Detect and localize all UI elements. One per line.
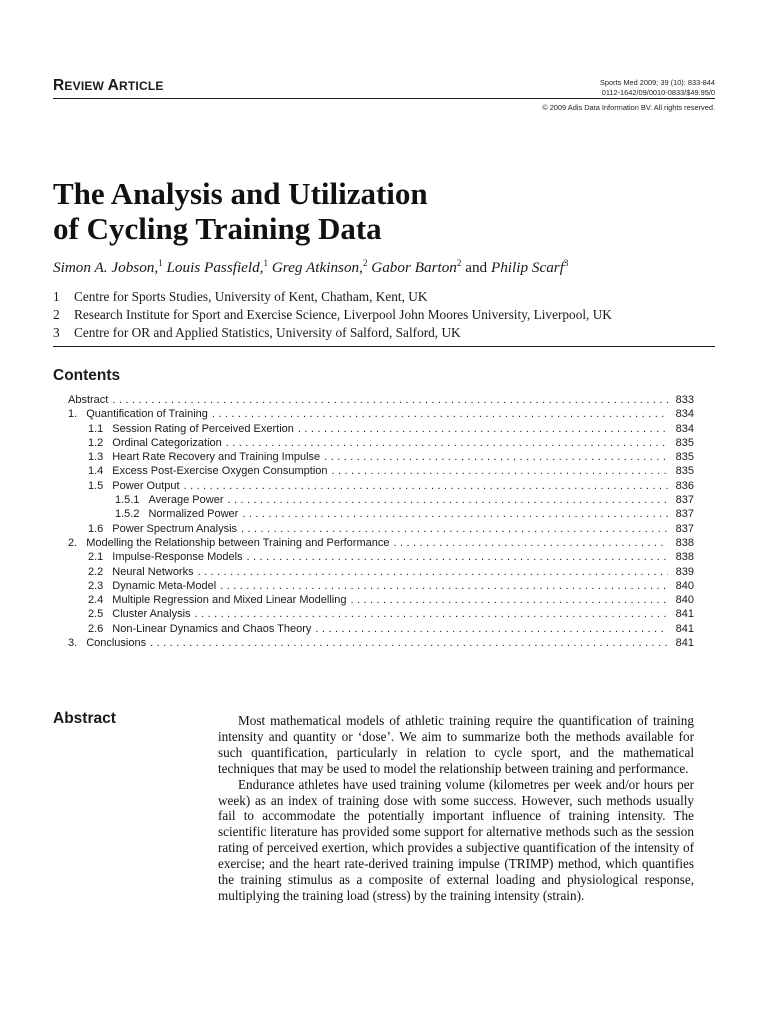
toc-entry-number: 1.4 <box>88 465 104 478</box>
toc-page-number: 838 <box>675 536 694 549</box>
toc-page-number: 837 <box>675 494 694 507</box>
toc-entry-label: Quantification of Training <box>86 408 208 421</box>
affiliation-number: 2 <box>53 307 60 322</box>
toc-entry[interactable] <box>68 436 694 450</box>
toc-entry-title <box>68 393 108 407</box>
toc-entry[interactable] <box>68 407 694 421</box>
toc-entry-label: Heart Rate Recovery and Training Impulse <box>112 451 321 464</box>
toc-leader-dots <box>195 607 668 621</box>
toc-page-number: 837 <box>675 522 694 535</box>
toc-entry-number: 1.5.2 <box>115 508 140 521</box>
toc-entry-number: 1.6 <box>88 522 104 535</box>
author-name: Gabor Barton <box>371 259 457 276</box>
toc-leader-dots <box>112 393 668 407</box>
toc-page-number: 841 <box>675 622 694 635</box>
toc-entry-label: Ordinal Categorization <box>112 436 222 449</box>
toc-entry[interactable] <box>68 593 694 607</box>
toc-page-number: 835 <box>675 436 694 449</box>
contents-heading: Contents <box>53 367 121 384</box>
toc-entry-label: Non-Linear Dynamics and Chaos Theory <box>112 622 312 635</box>
toc-entry[interactable] <box>68 579 694 593</box>
toc-entry-title <box>88 607 191 621</box>
toc-entry[interactable] <box>68 607 694 621</box>
toc-entry-number: 2.2 <box>88 565 104 578</box>
toc-entry-title <box>88 593 346 607</box>
toc-page-number: 837 <box>675 508 694 521</box>
journal-line: Sports Med 2009; 39 (10): 833-844 <box>599 78 715 87</box>
toc-entry-title <box>88 550 243 564</box>
toc-entry-title <box>115 493 223 507</box>
abstract-paragraph: Endurance athletes have used training volume (kilometres per week and/or hours per week) as an index of training dose with some success. However, such methods usually fail to accommodate the potentially important influence of training intensity. The scientific literature has provided some support for alternative methods such as the session rating of perceived exertion, which provides a subjective quantification of the intensity of exercise; and the heart rate-derived training impulse (TRIMP) method, which quantifies the training stimulus as a composite of external loading and physiological response, multiplying the training load (stress) by the training intensity (strain). <box>218 776 694 903</box>
issn-line: 0112-1642/09/0010-0833/$49.95/0 <box>601 87 715 97</box>
toc-entry-title <box>88 436 222 450</box>
toc-entry-number: 2.1 <box>88 551 104 564</box>
abstract-body <box>218 713 694 904</box>
toc-page-number: 840 <box>675 594 694 607</box>
toc-leader-dots <box>393 536 668 550</box>
affiliation-text: Centre for Sports Studies, University of Kent, Chatham, Kent, UK <box>74 289 428 304</box>
toc-page-number: 836 <box>675 479 694 492</box>
toc-entry-label: Conclusions <box>86 637 147 650</box>
toc-entry-label: Cluster Analysis <box>112 608 191 621</box>
toc-entry-label: Modelling the Relationship between Training and Performance <box>86 536 390 549</box>
toc-entry-label: Excess Post-Exercise Oxygen Consumption <box>112 465 328 478</box>
toc-leader-dots <box>242 507 668 521</box>
toc-entry-label: Normalized Power <box>148 508 239 521</box>
toc-entry[interactable] <box>68 522 694 536</box>
toc-leader-dots <box>212 407 668 421</box>
toc-entry-title <box>88 464 328 478</box>
toc-entry-number: 3. <box>68 637 78 650</box>
toc-page-number: 840 <box>675 579 694 592</box>
affiliations <box>53 288 723 342</box>
toc-entry-title <box>68 636 146 650</box>
toc-leader-dots <box>241 522 668 536</box>
toc-entry[interactable] <box>68 622 694 636</box>
toc-leader-dots <box>247 550 668 564</box>
toc-entry-label: Neural Networks <box>112 565 194 578</box>
toc-leader-dots <box>350 593 668 607</box>
header-divider <box>53 98 715 99</box>
author-affil-sup: 1 <box>263 258 269 268</box>
toc-entry-title <box>88 522 237 536</box>
toc-entry-number: 1.5.1 <box>115 494 140 507</box>
article-title <box>53 176 713 246</box>
toc-entry[interactable] <box>68 393 694 407</box>
toc-leader-dots <box>226 436 668 450</box>
abstract-paragraph: Most mathematical models of athletic training require the quantification of training intensity and quantity or ‘dose’. We aim to summarize both the methods available for such quantification, particularly in relation to cycle sport, and the mathematical techniques that may be used to model the relationship between training and performance. <box>218 713 694 776</box>
toc-entry-number: 1.2 <box>88 436 104 449</box>
affiliation-number: 3 <box>53 325 60 340</box>
title-line-1: The Analysis and Utilization <box>53 176 428 211</box>
toc-entry[interactable] <box>68 565 694 579</box>
toc-entry-label: Impulse-Response Models <box>112 551 243 564</box>
author-name: Greg Atkinson, <box>271 259 363 276</box>
toc-entry[interactable] <box>68 536 694 550</box>
toc-entry-title <box>88 622 311 636</box>
toc-entry-number: 2.5 <box>88 608 104 621</box>
article-type-label: REVIEW ARTICLE <box>53 77 164 94</box>
toc-entry-number: 2. <box>68 536 78 549</box>
journal-citation <box>600 78 715 97</box>
toc-page-number: 838 <box>675 551 694 564</box>
toc-entry-number: 2.3 <box>88 579 104 592</box>
toc-entry[interactable] <box>68 479 694 493</box>
toc-entry-label: Multiple Regression and Mixed Linear Modelling <box>112 594 347 607</box>
toc-leader-dots <box>332 464 669 478</box>
affiliation-item <box>53 324 723 342</box>
toc-page-number: 834 <box>675 422 694 435</box>
toc-entry-label: Dynamic Meta-Model <box>112 579 217 592</box>
toc-page-number: 834 <box>675 408 694 421</box>
toc-entry-label: Power Output <box>112 479 180 492</box>
author-name: Louis Passfield, <box>166 259 264 276</box>
toc-page-number: 835 <box>675 465 694 478</box>
title-line-2: of Cycling Training Data <box>53 211 382 246</box>
toc-page-number: 835 <box>675 451 694 464</box>
toc-entry[interactable] <box>68 464 694 478</box>
toc-entry[interactable] <box>68 507 694 521</box>
toc-entry-title <box>88 579 216 593</box>
toc-leader-dots <box>220 579 668 593</box>
toc-page-number: 841 <box>675 637 694 650</box>
toc-entry-title <box>88 450 320 464</box>
affiliation-number: 1 <box>53 289 60 304</box>
affiliation-text: Research Institute for Sport and Exercise Science, Liverpool John Moores University, Liverpool, UK <box>74 307 612 322</box>
toc-entry[interactable] <box>68 636 694 650</box>
abstract-heading: Abstract <box>53 710 116 727</box>
toc-entry-label: Average Power <box>148 494 224 507</box>
toc-leader-dots <box>324 450 668 464</box>
toc-entry-label: Session Rating of Perceived Exertion <box>112 422 294 435</box>
toc-page-number: 839 <box>675 565 694 578</box>
toc-entry[interactable] <box>68 550 694 564</box>
author-affil-sup: 1 <box>158 258 163 268</box>
toc-entry-title <box>88 479 180 493</box>
toc-entry-number: 2.6 <box>88 622 104 635</box>
toc-entry[interactable] <box>68 450 694 464</box>
copyright-notice: © 2009 Adis Data Information BV. All rights reserved. <box>542 103 715 112</box>
toc-entry-number: 1.3 <box>88 451 104 464</box>
toc-entry[interactable] <box>68 422 694 436</box>
toc-entry-number: 2.4 <box>88 594 104 607</box>
author-affil-sup: 2 <box>362 258 368 268</box>
section-divider <box>53 346 715 347</box>
author-name: Philip Scarf <box>490 259 564 276</box>
affiliation-text: Centre for OR and Applied Statistics, University of Salford, Salford, UK <box>74 325 461 340</box>
toc-entry-title <box>115 507 238 521</box>
toc-entry-number: 1.1 <box>88 422 104 435</box>
toc-entry-number: 1. <box>68 408 78 421</box>
toc-leader-dots <box>150 636 668 650</box>
author-conjunction: and <box>465 259 488 276</box>
toc-leader-dots <box>198 565 668 579</box>
author-name: Simon A. Jobson, <box>53 259 159 276</box>
toc-page-number: 833 <box>675 394 694 406</box>
toc-entry-title <box>68 536 389 550</box>
toc-entry-number: 1.5 <box>88 479 104 492</box>
toc-entry-label: Power Spectrum Analysis <box>112 522 238 535</box>
toc-leader-dots <box>227 493 668 507</box>
toc-entry-title <box>88 422 294 436</box>
table-of-contents <box>68 393 694 650</box>
toc-entry-title <box>88 565 194 579</box>
toc-entry-label: Abstract <box>68 394 109 406</box>
affiliation-item <box>53 288 723 306</box>
affiliation-item <box>53 306 723 324</box>
author-affil-sup: 3 <box>563 258 569 268</box>
toc-leader-dots <box>315 622 668 636</box>
toc-entry-title <box>68 407 208 421</box>
toc-entry[interactable] <box>68 493 694 507</box>
author-list <box>53 258 723 278</box>
toc-leader-dots <box>298 422 668 436</box>
toc-leader-dots <box>184 479 668 493</box>
toc-page-number: 841 <box>675 608 694 621</box>
author-affil-sup: 2 <box>456 258 462 268</box>
